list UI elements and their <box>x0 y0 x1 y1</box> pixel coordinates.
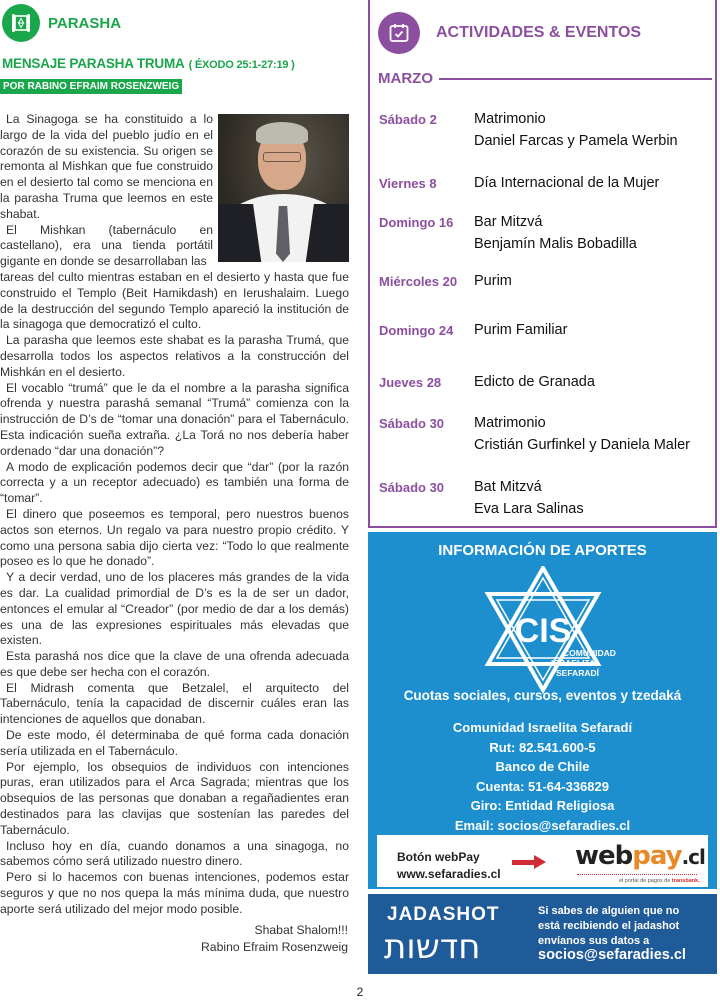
webpay-small <box>619 878 700 884</box>
month-label: MARZO <box>378 70 433 87</box>
event-line2: Daniel Farcas y Pamela Werbin <box>474 133 678 149</box>
paragraph: Esta parashá nos dice que la clave de una ofrenda adecuada es que debe ser hecha con el corazón. <box>0 649 349 679</box>
event-line1: Bar Mitzvá <box>474 214 543 230</box>
event-date: Sábado 30 <box>379 416 445 431</box>
aportes-title: INFORMACIÓN DE APORTES <box>438 542 647 559</box>
event-desc <box>474 371 595 393</box>
signoff <box>201 922 348 956</box>
event-date: Sábado 2 <box>379 112 437 127</box>
webpay-logo-cl: .cl <box>681 845 705 869</box>
aportes-line: Cuenta: 51-64-336829 <box>476 778 609 794</box>
article-title-text: MENSAJE PARASHA TRUMA <box>2 56 185 71</box>
transbank-brand: transbank. <box>671 878 700 884</box>
jadashot-line: envíanos sus datos a <box>538 935 650 947</box>
event-line2: Cristián Gurfinkel y Daniela Maler <box>474 437 690 453</box>
event-desc <box>474 270 512 292</box>
event-desc <box>474 412 690 456</box>
parasha-column <box>0 0 352 1003</box>
jadashot-line: Si sabes de alguien que no <box>538 905 680 917</box>
month-divider <box>439 78 712 80</box>
event-date: Sábado 30 <box>379 480 445 495</box>
parasha-header <box>2 4 121 42</box>
torah-scroll-icon <box>2 4 40 42</box>
webpay-url[interactable]: www.sefaradies.cl <box>397 867 501 881</box>
signoff-author: Rabino Efraim Rosenzweig <box>201 940 348 954</box>
event-line1: Día Internacional de la Mujer <box>474 175 660 191</box>
signoff-greeting: Shabat Shalom!!! <box>254 923 348 937</box>
event-line1: Matrimonio <box>474 111 546 127</box>
calendar-check-icon <box>378 12 420 54</box>
paragraph: La parasha que leemos este shabat es la parasha Trumá, que desarrolla todos los aspectos relativos a la construcción del Mishkán en el desierto. <box>0 333 349 379</box>
aportes-panel <box>368 532 717 889</box>
webpay-label: Botón webPay <box>397 850 480 864</box>
jadashot-text <box>538 904 679 949</box>
jadashot-line: está recibiendo el jadashot <box>538 920 680 932</box>
event-line2: Eva Lara Salinas <box>474 501 584 517</box>
event-line1: Purim Familiar <box>474 322 568 338</box>
paragraph: El Midrash comenta que Betzalel, el arquitecto del Tabernáculo, tenía la capacidad de discernir cuáles eran las intenciones de aquellos que donaban. <box>0 680 349 727</box>
arrow-head-icon <box>534 855 546 869</box>
aportes-subtitle: Cuotas sociales, cursos, eventos y tzedaká <box>403 688 682 703</box>
event-line2: Benjamín Malis Bobadilla <box>474 236 637 252</box>
paragraph: tareas del culto mientras estaban en el desierto y hasta que fue construido el Templo (Beit Hamikdash) en Ierushalaim. Luego de la destrucción del segundo Templo apareció la institución de la sinagoga que democratizó el culto. <box>0 269 349 332</box>
cis-logo-sub: ISRAELITA <box>551 658 596 668</box>
paragraph: Incluso hoy en día, cuando donamos a una sinagoga, no sabemos cómo será utilizado nuestro dinero. <box>0 838 349 869</box>
paragraph: Y a decir verdad, uno de los placeres más grandes de la vida es dar. La cualidad primordial de D’s es la de ser un dador, entonces el emular al “Creador” (por medio de dar a los demás) es una de las expresiones espirituales más elevadas que existen. <box>0 570 349 648</box>
aportes-line: Comunidad Israelita Sefaradí <box>452 720 633 735</box>
webpay-logo <box>575 841 705 871</box>
cis-logo-sub: COMUNIDAD <box>563 648 616 658</box>
jadashot-email[interactable]: socios@sefaradies.cl <box>538 947 686 963</box>
aportes-email[interactable]: Email: socios@sefaradies.cl <box>454 817 631 833</box>
section-label: PARASHA <box>48 14 122 32</box>
paragraph: El Mishkan (tabernáculo en castellano), era una tienda portátil gigante en donde se desarrollaban las <box>0 222 213 269</box>
paragraph: El dinero que poseemos es temporal, pero nuestros buenos actos son eternos. Un regalo va para nuestro propio crédito. Y como una persona sabia dijo cierta vez: “Todo lo que realmente poseo es lo que he donado”. <box>0 506 349 569</box>
article-author: POR RABINO EFRAIM ROSENZWEIG <box>0 79 182 94</box>
event-date: Domingo 16 <box>379 215 454 230</box>
event-line1: Matrimonio <box>474 415 546 431</box>
paragraph: El vocablo “trumá” que le da el nombre a la parasha significa ofrenda y nuestra parashá semanal “Trumá” comienza con la instrucción de D’s de “tomar una donación” para el Tabernáculo. Esta indicación sueña extraña. ¿La Torá no nos debería haber ordenado “dar una donación”? <box>0 380 349 458</box>
jadashot-banner <box>368 894 717 974</box>
event-line1: Edicto de Granada <box>474 374 595 390</box>
cis-logo-text: CIS <box>514 612 572 650</box>
event-desc <box>474 172 659 194</box>
event-desc <box>474 211 637 255</box>
arrow-right-icon <box>512 860 536 865</box>
jadashot-name: JADASHOT <box>387 904 500 925</box>
page-number: 2 <box>356 985 364 999</box>
events-header <box>378 12 641 54</box>
events-panel <box>368 0 717 528</box>
article-title <box>2 56 295 71</box>
event-date: Miércoles 20 <box>379 274 458 289</box>
paragraph: La Sinagoga se ha constituido a lo largo de la vida del pueblo judío en el corazón de su existencia. Su origen se remonta al Mishkan que fue construido en el desierto tal como se menciona en la parasha Truma que leemos en este shabat. <box>0 112 213 221</box>
webpay-small-text: el portal de pagos de <box>619 878 671 884</box>
aportes-line: Rut: 82.541.600-5 <box>489 739 596 755</box>
webpay-text <box>397 849 501 883</box>
aportes-details <box>368 718 717 835</box>
event-desc <box>474 319 567 341</box>
paragraph: Por ejemplo, los obsequios de individuos con intenciones puras, eran utilizados para el Arca Sagrada; mientras que los obsequios de las personas que donaban a regañadientes eran destinados para las clavijas que sostenían las paredes del Tabernáculo. <box>0 759 349 837</box>
cis-logo-sub: SEFARADÍ <box>556 668 599 678</box>
webpay-dots <box>577 874 697 875</box>
article-body <box>0 112 349 918</box>
aportes-line: Giro: Entidad Religiosa <box>470 798 615 813</box>
event-line1: Bat Mitzvá <box>474 479 542 495</box>
webpay-logo-web: web <box>575 841 633 871</box>
article-reference: ( ÉXODO 25:1-27:19 ) <box>188 59 295 71</box>
paragraph: De este modo, él determinaba de qué forma cada donación sería utilizada en el Tabernáculo. <box>0 728 349 758</box>
paragraph: A modo de explicación podemos decir que “dar” (por la razón correcta y a un receptor adecuado) es también una forma de “tomar”. <box>0 459 349 506</box>
month-row <box>378 70 712 87</box>
event-date: Viernes 8 <box>379 176 437 191</box>
events-title: ACTIVIDADES & EVENTOS <box>436 24 642 41</box>
event-desc <box>474 108 678 152</box>
paragraph: Pero si lo hacemos con buenas intenciones, podemos estar seguros y que no nos quepa la más mínima duda, que nuestro aporte será utilizado del mejor modo posible. <box>0 870 349 916</box>
jadashot-hebrew: חדשות <box>384 927 481 967</box>
event-desc <box>474 476 584 520</box>
webpay-logo-pay: pay <box>632 841 682 871</box>
event-line1: Purim <box>474 273 512 289</box>
event-date: Domingo 24 <box>379 323 454 338</box>
webpay-box[interactable] <box>377 835 708 887</box>
aportes-line: Banco de Chile <box>495 759 590 774</box>
event-date: Jueves 28 <box>379 375 442 390</box>
